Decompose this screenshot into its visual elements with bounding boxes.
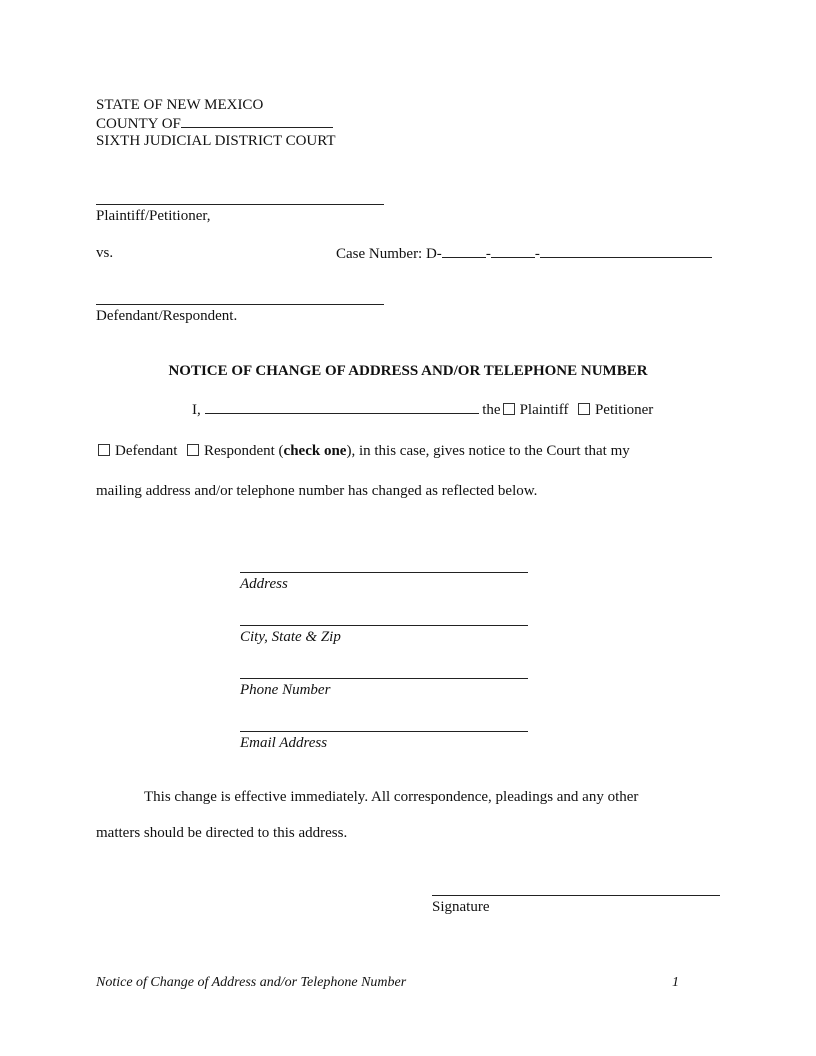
dash: - <box>534 246 540 262</box>
closing-text: This change is effective immediately. All correspondence, pleadings and any other <box>144 789 639 805</box>
notice-text-2: mailing address and/or telephone number has changed as reflected below. <box>96 483 538 499</box>
plaintiff-blank[interactable] <box>96 204 384 205</box>
closing-text-2: matters should be directed to this address. <box>96 825 348 841</box>
court-heading: SIXTH JUDICIAL DISTRICT COURT <box>96 133 336 149</box>
check-one-text: check one <box>283 443 347 459</box>
phone-blank[interactable] <box>240 678 528 679</box>
county-label: COUNTY OF <box>96 116 181 132</box>
county-blank[interactable] <box>181 114 333 128</box>
i-label: I, <box>192 402 201 418</box>
petitioner-checkbox[interactable] <box>578 403 590 415</box>
case-number-blank-3[interactable] <box>540 244 712 258</box>
phone-label: Phone Number <box>240 682 331 698</box>
respondent-checkbox[interactable] <box>187 444 199 456</box>
notice-text: ), in this case, gives notice to the Court that my <box>346 443 630 459</box>
footer-title: Notice of Change of Address and/or Telephone Number <box>96 975 407 990</box>
defendant-blank[interactable] <box>96 304 384 305</box>
signature-blank[interactable] <box>432 895 720 896</box>
case-number-blank-2[interactable] <box>491 244 535 258</box>
city-state-zip-label: City, State & Zip <box>240 629 341 645</box>
party-line <box>192 400 653 419</box>
state-heading: STATE OF NEW MEXICO <box>96 97 264 113</box>
email-blank[interactable] <box>240 731 528 732</box>
case-number <box>336 244 712 263</box>
plaintiff-label: Plaintiff/Petitioner, <box>96 208 211 224</box>
defendant-option: Defendant <box>115 443 178 459</box>
city-state-zip-blank[interactable] <box>240 625 528 626</box>
address-label: Address <box>240 576 288 592</box>
case-number-blank-1[interactable] <box>442 244 486 258</box>
dash: - <box>485 246 491 262</box>
email-label: Email Address <box>240 735 328 751</box>
the-label: the <box>482 402 501 418</box>
plaintiff-option: Plaintiff <box>519 402 569 418</box>
defendant-label: Defendant/Respondent. <box>96 308 238 324</box>
name-blank[interactable] <box>205 400 479 414</box>
document-title: NOTICE OF CHANGE OF ADDRESS AND/OR TELEPHONE NUMBER <box>168 363 648 379</box>
respondent-option: Respondent ( <box>203 443 284 459</box>
vs-label: vs. <box>96 245 114 261</box>
petitioner-option: Petitioner <box>594 402 654 418</box>
case-number-label: Case Number: D- <box>336 246 442 262</box>
plaintiff-checkbox[interactable] <box>503 403 515 415</box>
address-blank[interactable] <box>240 572 528 573</box>
signature-label: Signature <box>432 899 490 915</box>
party-line-2 <box>96 442 630 460</box>
defendant-checkbox[interactable] <box>98 444 110 456</box>
page-number: 1 <box>672 975 679 990</box>
county-heading <box>96 114 333 133</box>
